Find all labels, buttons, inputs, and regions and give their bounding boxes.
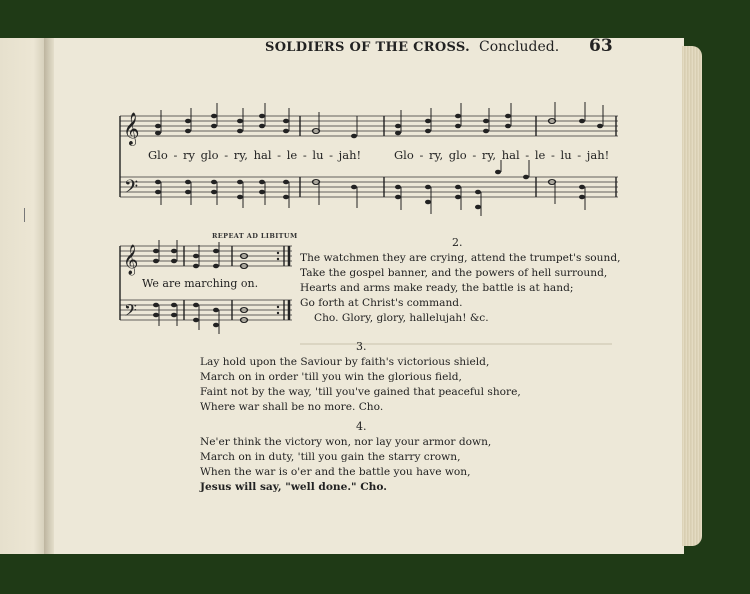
verse-line: When the war is o'er and the battle you have won, — [200, 466, 471, 478]
refrain-lyric: We are marching on. — [142, 277, 259, 290]
repeat-ad-libitum-label: REPEAT AD LIBITUM — [212, 232, 298, 240]
verse-line: Jesus will say, "well done." Cho. — [200, 481, 387, 493]
verse-number-3: 3. — [356, 340, 367, 353]
svg-text:𝄢: 𝄢 — [124, 300, 137, 324]
verse-line: March on in order 'till you win the glorious field, — [200, 371, 462, 383]
lyric-line-2: Glo - ry, glo - ry, hal - le - lu - jah! — [394, 148, 610, 162]
verse-line: Where war shall be no more. Cho. — [200, 401, 384, 413]
verse-number-2: 2. — [452, 236, 463, 249]
verse-2 — [300, 251, 620, 326]
chorus-line: Cho. Glory, glory, hallelujah! &c. — [314, 312, 489, 324]
verse-line: Lay hold upon the Saviour by faith's victorious shield, — [200, 356, 490, 368]
concluded-label: Concluded. — [479, 39, 560, 55]
verse-line: Go forth at Christ's command. — [300, 297, 463, 309]
svg-text:𝄞: 𝄞 — [123, 245, 139, 275]
verse-4 — [200, 435, 491, 495]
verse-line: Faint not by the way, 'till you've gained that peaceful shore, — [200, 386, 521, 398]
svg-text:𝄞: 𝄞 — [123, 112, 140, 145]
verse-line: Take the gospel banner, and the powers of hell surround, — [300, 267, 608, 279]
lyric-line-1: Glo - ry glo - ry, hal - le - lu - jah! — [148, 148, 362, 162]
verse-line: The watchmen they are crying, attend the trumpet's sound, — [300, 252, 621, 264]
verse-line: March on in duty, 'till you gain the starry crown, — [200, 451, 461, 463]
verse-number-4: 4. — [356, 420, 367, 433]
verse-3 — [200, 355, 521, 415]
hymn-title: SOLDIERS OF THE CROSS. — [265, 40, 470, 55]
svg-text:𝄢: 𝄢 — [124, 177, 139, 202]
verse-line: Hearts and arms make ready, the battle is at hand; — [300, 282, 574, 294]
verse-line: Ne'er think the victory won, nor lay your armor down, — [200, 436, 492, 448]
page-number: 63 — [589, 36, 613, 56]
